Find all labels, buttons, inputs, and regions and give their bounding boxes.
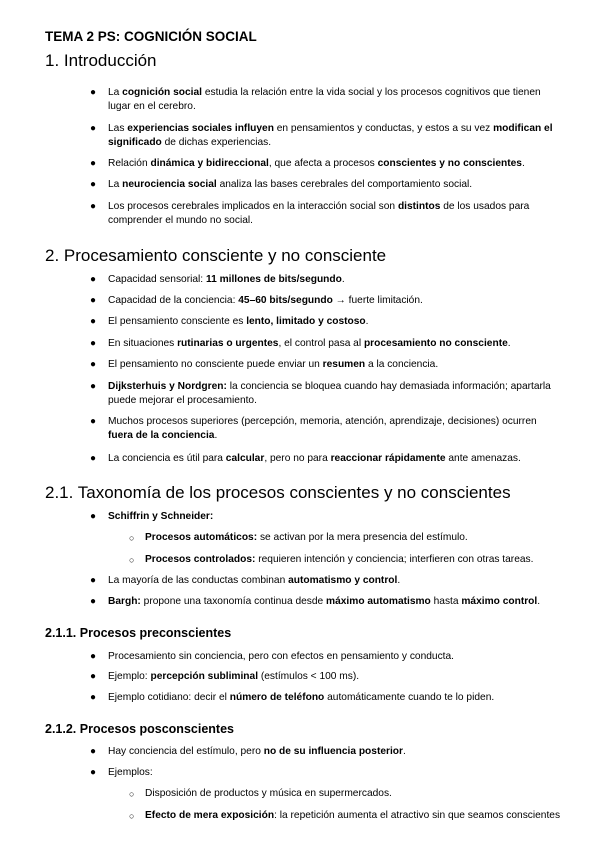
list-item: ● Capacidad sensorial: 11 millones de bits/segundo. (90, 274, 345, 285)
list-item: ● Procesamiento sin conciencia, pero con efectos en pensamiento y conducta. (90, 651, 455, 662)
list-item: ● El pensamiento no consciente puede enviar un resumen a la conciencia. (90, 359, 439, 370)
list-item: ● Bargh: propone una taxonomía continua desde máximo automatismo hasta máximo control. (90, 596, 541, 607)
list-item: ● Ejemplos: (90, 767, 153, 778)
bullet-circle-icon: ○ (129, 555, 135, 565)
list-item: ○ Procesos controlados: requieren intención y conciencia; interfieren con otras tareas. (129, 554, 534, 565)
bullet-circle-icon: ○ (129, 789, 135, 799)
bullet-icon: ● (90, 575, 97, 586)
bullet-icon: ● (90, 596, 97, 607)
list-item: ○ Procesos automáticos: se activan por la mera presencia del estímulo. (129, 532, 468, 543)
list-item: ○ Efecto de mera exposición: la repetición aumenta el atractivo sin que seamos conscientes (129, 810, 561, 821)
list-item: ● Ejemplo cotidiano: decir el número de teléfono automáticamente cuando te lo piden. (90, 692, 495, 703)
list-item: ● La mayoría de las conductas combinan automatismo y control. (90, 575, 401, 586)
list-item: ● Las experiencias sociales influyen en pensamientos y conductas, y estos a su vez modifican el significado de dichas experiencias. (90, 123, 553, 148)
bullet-icon: ● (90, 671, 97, 682)
list-item: ● El pensamiento consciente es lento, limitado y costoso. (90, 316, 369, 327)
bullet-icon: ● (90, 359, 97, 370)
section-heading-preconscientes: 2.1.1. Procesos preconscientes (45, 626, 232, 640)
bullet-icon: ● (90, 179, 97, 190)
bullet-icon: ● (90, 511, 97, 522)
section-heading-taxonomia: 2.1. Taxonomía de los procesos conscientes y no conscientes (45, 483, 511, 502)
list-item: ● Los procesos cerebrales implicados en la interacción social son distintos de los usados para comprender el mundo no social. (90, 201, 530, 226)
bullet-circle-icon: ○ (129, 811, 135, 821)
bullet-icon: ● (90, 295, 97, 306)
list-item: ● La cognición social estudia la relación entre la vida social y los procesos cognitivos que tienen lugar en el cerebro. (90, 87, 541, 112)
bullet-icon: ● (90, 316, 97, 327)
list-item: ● Capacidad de la conciencia: 45–60 bits/segundo → fuerte limitación. (90, 295, 423, 306)
bullet-icon: ● (90, 381, 97, 392)
list-item: ● Schiffrin y Schneider: (90, 511, 214, 522)
bullet-icon: ● (90, 201, 97, 212)
bullet-icon: ● (90, 158, 97, 169)
bullet-circle-icon: ○ (129, 533, 135, 543)
bullet-icon: ● (90, 453, 97, 464)
list-item: ● La conciencia es útil para calcular, pero no para reaccionar rápidamente ante amenazas. (90, 453, 521, 464)
bullet-icon: ● (90, 123, 97, 134)
list-item: ● Ejemplo: percepción subliminal (estímulos < 100 ms). (90, 671, 360, 682)
section-heading-posconscientes: 2.1.2. Procesos posconscientes (45, 722, 234, 736)
section-heading-introduccion: 1. Introducción (45, 51, 157, 70)
document-title: TEMA 2 PS: COGNICIÓN SOCIAL (45, 29, 257, 44)
bullet-icon: ● (90, 746, 97, 757)
bullet-icon: ● (90, 692, 97, 703)
list-item: ● En situaciones rutinarias o urgentes, el control pasa al procesamiento no consciente. (90, 338, 511, 349)
list-item: ● Muchos procesos superiores (percepción, memoria, atención, aprendizaje, decisiones) ocurren fuera de la conciencia. (90, 416, 537, 441)
bullet-icon: ● (90, 87, 97, 98)
section-heading-procesamiento: 2. Procesamiento consciente y no consciente (45, 246, 387, 265)
list-item: ● Dijksterhuis y Nordgren: la conciencia se bloquea cuando hay demasiada información; apartarla puede mejorar el procesamiento. (90, 381, 551, 406)
bullet-icon: ● (90, 416, 97, 427)
bullet-icon: ● (90, 651, 97, 662)
list-item: ● Relación dinámica y bidireccional, que afecta a procesos conscientes y no conscientes. (90, 158, 525, 169)
list-item: ● La neurociencia social analiza las bases cerebrales del comportamiento social. (90, 179, 473, 190)
bullet-icon: ● (90, 274, 97, 285)
list-item: ● Hay conciencia del estímulo, pero no de su influencia posterior. (90, 746, 406, 757)
bullet-icon: ● (90, 338, 97, 349)
list-item: ○ Disposición de productos y música en supermercados. (129, 788, 392, 799)
bullet-icon: ● (90, 767, 97, 778)
